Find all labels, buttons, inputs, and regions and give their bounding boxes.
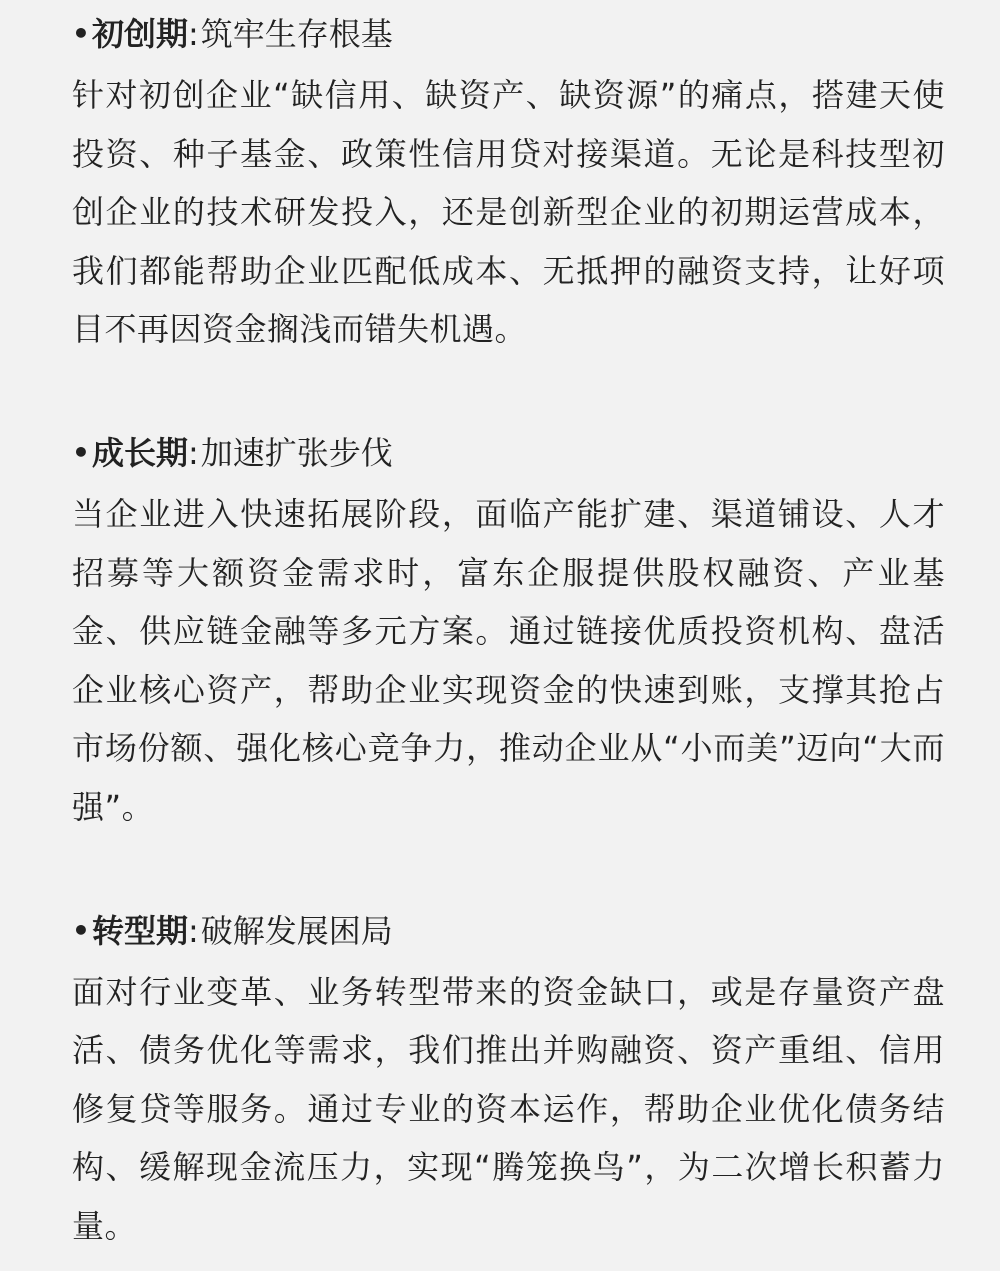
section-title: 成长期 <box>92 433 189 472</box>
section-subtitle: 筑牢生存根基 <box>200 15 393 53</box>
section-colon: : <box>188 433 199 472</box>
section-body: 当企业进入快速拓展阶段，面临产能扩建、渠道铺设、人才招募等大额资金需求时，富东企服提供股权融资、产业基金、供应链金融等多元方案。通过链接优质投资机构、盘活企业核心资产，帮助企业实现资金的快速到账，支撑其抢占市场份额、强化核心竞争力，推动企业从“小而美”迈向“大而强”。 <box>72 494 945 826</box>
section-spacer <box>72 837 945 899</box>
section-subtitle: 加速扩张步伐 <box>200 433 393 472</box>
bullet-icon: • <box>72 17 90 50</box>
section-startup-stage <box>72 2 945 359</box>
section-growth-stage <box>72 421 945 837</box>
section-heading <box>72 421 945 485</box>
section-transformation-stage <box>72 899 945 1256</box>
section-heading <box>72 2 945 66</box>
section-subtitle: 破解发展困局 <box>200 911 393 950</box>
section-colon: : <box>188 911 199 950</box>
section-title: 转型期 <box>92 911 189 950</box>
section-colon: : <box>188 15 199 53</box>
section-body: 针对初创企业“缺信用、缺资产、缺资源”的痛点，搭建天使投资、种子基金、政策性信用贷对接渠道。无论是科技型初创企业的技术研发投入，还是创新型企业的初期运营成本，我们都能帮助企业匹配低成本、无抵押的融资支持，让好项目不再因资金搁浅而错失机遇。 <box>72 76 945 349</box>
section-title: 初创期 <box>92 15 189 53</box>
section-heading <box>72 899 945 963</box>
bullet-icon: • <box>72 913 90 947</box>
section-spacer <box>72 359 945 421</box>
bullet-icon: • <box>72 435 90 469</box>
section-body: 面对行业变革、业务转型带来的资金缺口，或是存量资产盘活、债务优化等需求，我们推出并购融资、资产重组、信用修复贷等服务。通过专业的资本运作，帮助企业优化债务结构、缓解现金流压力，实现“腾笼换鸟”，为二次增长积蓄力量。 <box>72 972 945 1245</box>
